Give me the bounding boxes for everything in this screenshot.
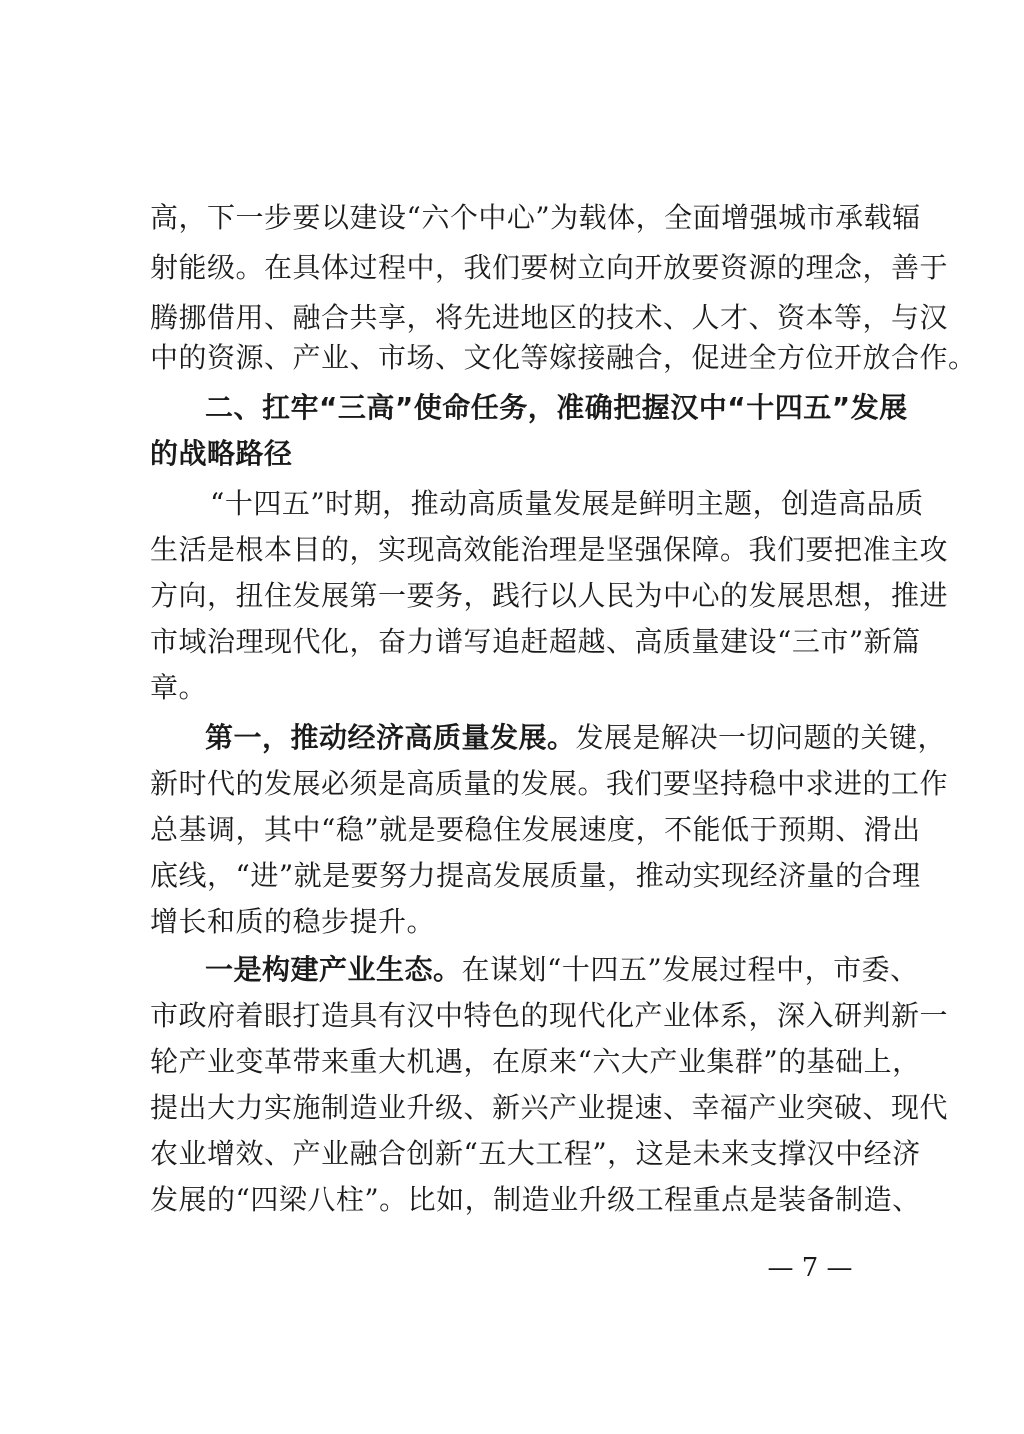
paragraph-4-line-1 <box>205 950 919 990</box>
paragraph-1-line-1: 高，下一步要以建设“六个中心”为载体，全面增强城市承载辐 <box>150 201 921 234</box>
paragraph-4-line-2: 市政府着眼打造具有汉中特色的现代化产业体系，深入研判新一 <box>150 999 949 1032</box>
paragraph-3-line-5: 增长和质的稳步提升。 <box>150 905 436 938</box>
page-number: — 7 — <box>767 1253 853 1283</box>
paragraph-3-line-4: 底线，“进”就是要努力提高发展质量，推动实现经济量的合理 <box>150 859 921 892</box>
paragraph-4-lead: 一是构建产业生态。 <box>205 953 462 986</box>
paragraph-4-line-5: 农业增效、产业融合创新“五大工程”，这是未来支撑汉中经济 <box>150 1137 921 1170</box>
section-heading-line-1: 二、扛牢“三高”使命任务，准确把握汉中“十四五”发展 <box>205 391 908 424</box>
paragraph-2-line-1: “十四五”时期，推动高质量发展是鲜明主题，创造高品质 <box>210 487 924 520</box>
paragraph-3-lead: 第一，推动经济高质量发展。 <box>205 721 576 754</box>
paragraph-1-line-3: 腾挪借用、融合共享，将先进地区的技术、人才、资本等，与汉 <box>150 301 949 334</box>
paragraph-3-line-2: 新时代的发展必须是高质量的发展。我们要坚持稳中求进的工作 <box>150 767 949 800</box>
paragraph-4-first-line-rest: 在谋划“十四五”发展过程中，市委、 <box>461 953 919 986</box>
section-heading-line-2: 的战略路径 <box>150 437 293 470</box>
paragraph-3-first-line-rest: 发展是解决一切问题的关键， <box>575 721 947 754</box>
paragraph-4-line-4: 提出大力实施制造业升级、新兴产业提速、幸福产业突破、现代 <box>150 1091 949 1124</box>
paragraph-2-line-4: 市域治理现代化，奋力谱写追赶超越、高质量建设“三市”新篇 <box>150 625 921 658</box>
paragraph-1-line-2: 射能级。在具体过程中，我们要树立向开放要资源的理念，善于 <box>150 251 949 284</box>
paragraph-3-line-1 <box>205 718 947 758</box>
paragraph-2-line-5: 章。 <box>150 671 208 704</box>
paragraph-2-line-2: 生活是根本目的，实现高效能治理是坚强保障。我们要把准主攻 <box>150 533 949 566</box>
paragraph-2-line-3: 方向，扭住发展第一要务，践行以人民为中心的发展思想，推进 <box>150 579 949 612</box>
paragraph-3-line-3: 总基调，其中“稳”就是要稳住发展速度，不能低于预期、滑出 <box>150 813 921 846</box>
paragraph-1-line-4: 中的资源、产业、市场、文化等嫁接融合，促进全方位开放合作。 <box>150 341 977 374</box>
paragraph-4-line-6: 发展的“四梁八柱”。比如，制造业升级工程重点是装备制造、 <box>150 1183 921 1216</box>
paragraph-4-line-3: 轮产业变革带来重大机遇，在原来“六大产业集群”的基础上， <box>150 1045 921 1078</box>
